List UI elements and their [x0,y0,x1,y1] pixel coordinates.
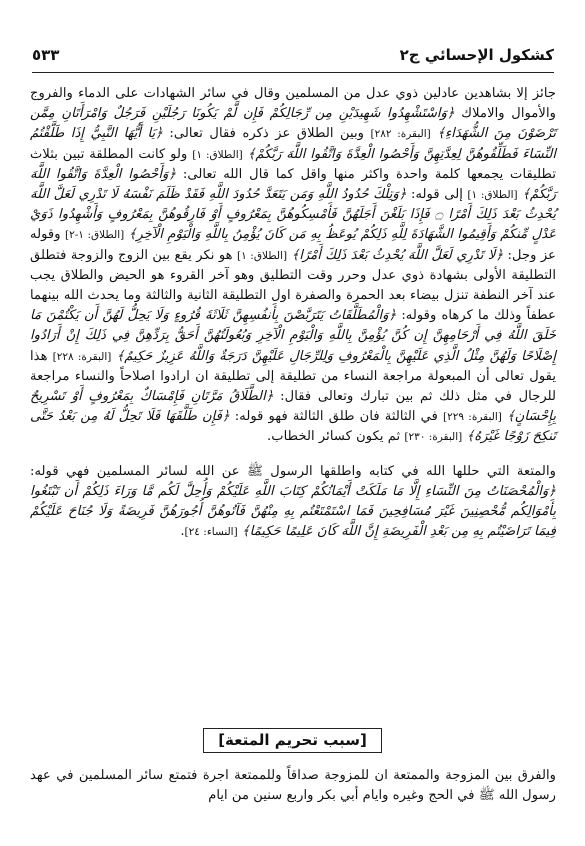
text-run: وقوله عز وجل: [30,227,557,263]
quran-verse: ﴿وَأَحْصُوا الْعِدَّةَ وَاتَّقُوا اللَّهَ رَبَّكُمْ﴾ [30,166,557,203]
section-title: [سبب تحريم المتعة] [203,728,382,753]
paragraph-difference: والفرق بين المزوجة والممتعة ان للمزوجة صداقاً وللممتعة اجرة فتمتع سائر المسلمين في عهد رسول الله ﷺ في الحج وغيره وايام أبي بكر واربع سنين من ايام [30,768,556,804]
text-run: هذا يقول تعالى أن المبعولة مراجعة النساء من تطليقة إلى تطليقة ان ارادوا اصلاحاً والنساء مراجعة للرجال في مثل ذلك ثم بين تبارك وتعالى فقال: [30,348,557,405]
page-number: ٥٣٣ [32,46,60,64]
verse-reference: [البقرة: ٢٨٢] [370,128,431,141]
paragraph-mutah [30,462,556,543]
closing-text [30,766,556,806]
text-run: ولو كانت المطلقة تبين بثلاث تطليقات يجمعها كلمة واحدة واكثر منها واقل كما قال الله تعالى: [30,146,556,182]
quran-verse: ﴿الطَّلَاقُ مَرَّتَانِ فَإِمْسَاكٌ بِمَعْرُوفٍ أَوْ تَسْرِيحٌ بِإِحْسَانٍ﴾ [30,389,556,425]
quran-verse: ﴿وَالْمُحْصَنَاتُ مِنَ النِّسَاءِ إِلَّا مَا مَلَكَتْ أَيْمَانُكُمْ كِتَابَ اللَّهِ عَلَيْكُمْ وَأُحِلَّ لَكُم مَّا وَرَاءَ ذَلِكُمْ أَن تَبْتَغُوا بِأَمْوَالِكُم مُّحْصِنِينَ غَيْرَ مُسَافِحِينَ فَمَا اسْتَمْتَعْتُم بِهِ مِنْهُنَّ فَآتُوهُنَّ أُجُورَهُنَّ فَرِيضَةً وَلَا جُنَاحَ عَلَيْكُمْ فِيمَا تَرَاضَيْتُم بِهِ مِن بَعْدِ الْفَرِيضَةِ إِنَّ اللَّهَ كَانَ عَلِيمًا حَكِيمًا﴾ [30,483,556,540]
verse-reference: [الطلاق: ١] [237,249,288,262]
quran-verse: ﴿وَاسْتَشْهِدُوا شَهِيدَيْنِ مِن رِّجَالِكُمْ فَإِن لَّمْ يَكُونَا رَجُلَيْنِ فَرَجُلٌ وَامْرَأَتَانِ مِمَّن تَرْضَوْنَ مِنَ الشُّهَدَاءِ﴾ [30,106,557,142]
verse-reference: [الطلاق: ١] [467,189,518,202]
verse-reference: [البقرة: ٢٢٨] [52,350,112,363]
quran-verse: ﴿فَإِن طَلَّقَهَا فَلَا تَحِلُّ لَهُ مِن بَعْدُ حَتَّى تَنكِحَ زَوْجًا غَيْرَهُ﴾ [30,409,556,445]
quran-verse: ﴿وَتِلْكَ حُدُودُ اللَّهِ وَمَن يَتَعَدَّ حُدُودَ اللَّهِ فَقَدْ ظَلَمَ نَفْسَهُ لَا تَدْرِي لَعَلَّ اللَّهَ يُحْدِثُ بَعْدَ ذَلِكَ أَمْرًا ۝ فَإِذَا بَلَغْنَ أَجَلَهُنَّ فَأَمْسِكُوهُنَّ بِمَعْرُوفٍ أَوْ فَارِقُوهُنَّ بِمَعْرُوفٍ وَأَشْهِدُوا ذَوَيْ عَدْلٍ مِّنكُمْ وَأَقِيمُوا الشَّهَادَةَ لِلَّهِ ذَلِكُمْ يُوعَظُ بِهِ مَن كَانَ يُؤْمِنُ بِاللَّهِ وَالْيَوْمِ الْآخِرِ﴾ [30,187,556,243]
text-run: . [180,524,185,540]
text-run: هو نكر يقع بين الزوج والزوجة فتطلق التطليقة الأولى بشهادة ذوي عدل وحرر وقت التطليق وهو آخر القروء هو الحيض والطلاق يجب عند آخر النطفة تنزل بيضاء بعد الحمرة والصفرة اول التطليقة الثانية والثالثة وما يحدث الله بينهما عطفاً وذلك ما كرهاه وقوله: [30,247,556,324]
main-text [30,84,556,542]
verse-reference: [الطلاق: ١-٢] [64,229,125,242]
text-run: في الثالثة فان طلق الثالثة فهو قوله: [229,409,444,425]
quran-verse: ﴿لَا تَدْرِي لَعَلَّ اللَّهَ يُحْدِثُ بَعْدَ ذَلِكَ أَمْرًا﴾ [291,247,504,263]
running-title: كشكول الإحسائي ج٢ [399,46,554,64]
section-heading [0,728,585,753]
text-run: إلى قوله: [406,187,468,203]
text-run: وبين الطلاق عز ذكره فقال تعالى: [162,126,371,142]
paragraph-divorce [30,84,556,448]
text-run: والمتعة التي حللها الله في كتابه واطلقها الرسول ﷺ عن الله لسائر المسلمين فهي قوله: [30,463,556,479]
text-run: جائز إلا بشاهدين عادلين ذوي عدل من المسلمين وقال في سائر الشهادات على الدماء والفروج والأموال والاملاك [30,86,556,122]
verse-reference: [النساء: ٢٤] [184,526,238,539]
quran-verse: ﴿يَا أَيُّهَا النَّبِيُّ إِذَا طَلَّقْتُمُ النِّسَاءَ فَطَلِّقُوهُنَّ لِعِدَّتِهِنَّ وَأَحْصُوا الْعِدَّةَ وَاتَّقُوا اللَّهَ رَبَّكُمْ﴾ [30,126,556,162]
verse-reference: [الطلاق: ١] [192,148,243,161]
quran-verse: ﴿وَالْمُطَلَّقَاتُ يَتَرَبَّصْنَ بِأَنفُسِهِنَّ ثَلَاثَةَ قُرُوءٍ وَلَا يَحِلُّ لَهُنَّ أَن يَكْتُمْنَ مَا خَلَقَ اللَّهُ فِي أَرْحَامِهِنَّ إِن كُنَّ يُؤْمِنَّ بِاللَّهِ وَالْيَوْمِ الْآخِرِ وَبُعُولَتُهُنَّ أَحَقُّ بِرَدِّهِنَّ فِي ذَلِكَ إِنْ أَرَادُوا إِصْلَاحًا وَلَهُنَّ مِثْلُ الَّذِي عَلَيْهِنَّ بِالْمَعْرُوفِ وَلِلرِّجَالِ عَلَيْهِنَّ دَرَجَةٌ وَاللَّهُ عَزِيزٌ حَكِيمٌ﴾ [30,308,556,364]
verse-reference: [البقرة: ٢٣٠] [404,431,463,444]
page-header [32,42,554,73]
text-run: ثم يكون كسائر الخطاب. [267,429,405,445]
verse-reference: [البقرة: ٢٢٩] [443,411,502,424]
